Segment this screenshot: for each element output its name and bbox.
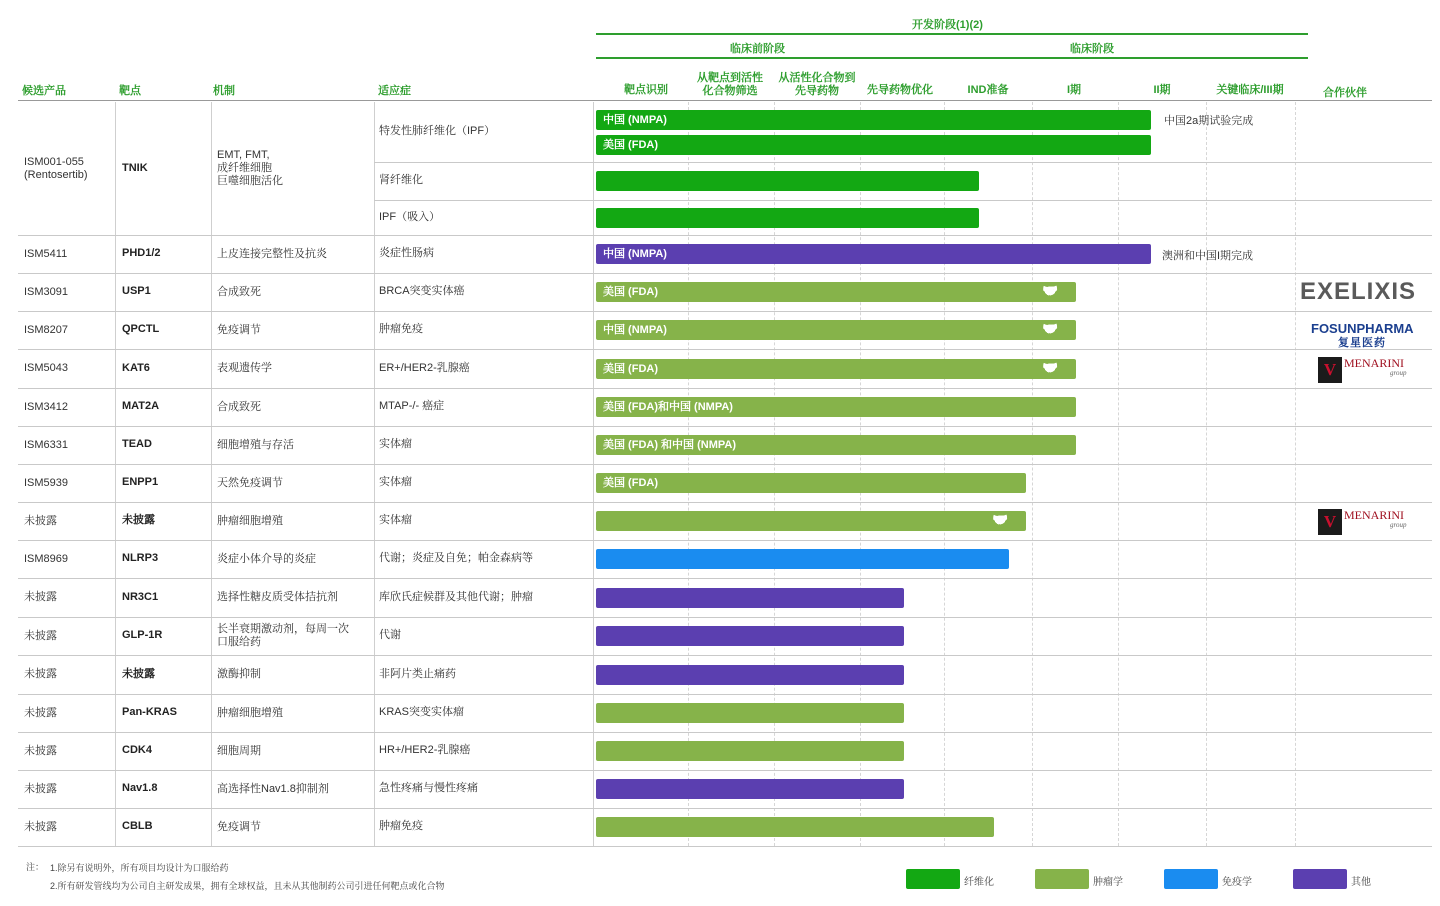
candidate-name xyxy=(24,630,112,643)
mechanism-text xyxy=(217,623,372,649)
menarini-m-icon: V xyxy=(1318,509,1342,535)
candidate-name xyxy=(24,553,112,566)
menarini-m-icon: V xyxy=(1318,357,1342,383)
mechanism-line: 巨噬细胞活化 xyxy=(217,175,283,187)
column-divider xyxy=(593,102,594,846)
mechanism-line: 长半衰期激动剂，每周一次 xyxy=(217,623,349,635)
subrow-divider xyxy=(374,200,1432,201)
candidate-line: ISM8969 xyxy=(24,552,69,565)
partnership-handshake-icon: 🤝 xyxy=(1042,283,1059,298)
indication-text: 代谢；炎症及自免；帕金森病等 xyxy=(379,552,533,564)
target-name: USP1 xyxy=(122,285,151,297)
target-name: GLP-1R xyxy=(122,629,163,641)
row-divider xyxy=(18,770,1432,771)
row-divider xyxy=(18,388,1432,389)
table-top-line xyxy=(18,100,1432,101)
dev-stage-title: 开发阶段(1)(2) xyxy=(912,19,983,31)
candidate-line: 未披露 xyxy=(24,629,57,642)
candidate-line: ISM001-055 xyxy=(24,155,84,168)
mechanism-line: 口服给药 xyxy=(217,636,261,648)
mechanism-text xyxy=(217,707,372,720)
legend-label-1: 肿瘤学 xyxy=(1093,877,1123,888)
mechanism-text xyxy=(217,783,372,796)
indication-text: 实体瘤 xyxy=(379,514,412,526)
mechanism-line: 合成致死 xyxy=(217,285,261,298)
candidate-name xyxy=(24,745,112,758)
dev-stage-rule xyxy=(596,33,1308,35)
pipeline-bar xyxy=(596,741,904,761)
mechanism-line: 肿瘤细胞增殖 xyxy=(217,514,283,527)
indication-text: IPF（吸入） xyxy=(379,210,441,223)
mechanism-line: 免疫调节 xyxy=(217,820,261,833)
stage-header-line: 靶点识别 xyxy=(624,84,668,96)
indication-text: 炎症性肠病 xyxy=(379,247,434,259)
target-name: NLRP3 xyxy=(122,552,159,564)
row-divider xyxy=(18,464,1432,465)
mechanism-text xyxy=(217,401,372,414)
indication-text: 非阿片类止痛药 xyxy=(379,667,456,680)
mechanism-text xyxy=(217,745,372,758)
mechanism-text xyxy=(217,362,372,375)
column-header-target: 靶点 xyxy=(119,85,141,97)
row-divider xyxy=(18,311,1432,312)
candidate-line: 未披露 xyxy=(24,820,57,833)
stage-divider xyxy=(1032,102,1033,846)
candidate-line: ISM5411 xyxy=(24,247,68,260)
indication-text: 急性疼痛与慢性疼痛 xyxy=(379,782,478,794)
candidate-name xyxy=(24,477,112,490)
candidate-line: ISM5043 xyxy=(24,362,69,374)
stage-divider xyxy=(1118,102,1119,846)
mechanism-text xyxy=(217,324,372,337)
mechanism-text xyxy=(217,553,372,566)
preclinical-title: 临床前阶段 xyxy=(730,43,785,55)
indication-text: 肿瘤免疫 xyxy=(379,820,423,832)
pipeline-bar: 美国 (FDA) xyxy=(596,135,1151,155)
mechanism-line: 表观遗传学 xyxy=(217,362,272,374)
candidate-line: 未披露 xyxy=(24,706,57,719)
candidate-name xyxy=(24,515,112,528)
candidate-name xyxy=(24,248,112,261)
indication-text: 肾纤维化 xyxy=(379,174,423,186)
pipeline-bar: 美国 (FDA)和中国 (NMPA) xyxy=(596,397,1076,417)
pipeline-bar: 中国 (NMPA) xyxy=(596,110,1151,130)
pipeline-bar xyxy=(596,511,1026,531)
pipeline-bar xyxy=(596,588,904,608)
row-divider xyxy=(18,426,1432,427)
column-header-mechanism: 机制 xyxy=(213,85,235,97)
stage-header-line: 化合物筛选 xyxy=(702,85,758,97)
stage-header-7 xyxy=(1195,84,1305,97)
candidate-line: 未披露 xyxy=(24,744,57,757)
target-name: PHD1/2 xyxy=(122,247,161,259)
candidate-line: 未披露 xyxy=(24,668,57,680)
pipeline-bar xyxy=(596,817,994,837)
candidate-name xyxy=(24,821,112,834)
target-name: CDK4 xyxy=(122,744,152,756)
partner-logo-menarini: MENARINI xyxy=(1344,355,1404,370)
partner-logo-fosun-sub: 复星医药 xyxy=(1338,337,1386,349)
stage-header-line: I期 xyxy=(1066,84,1082,96)
legend-swatch-1 xyxy=(1035,869,1089,889)
candidate-line: (Rentosertib) xyxy=(24,168,88,181)
legend-swatch-3 xyxy=(1293,869,1347,889)
footnote-2: 2.所有研发管线均为公司自主研发成果，拥有全球权益，且未从其他制药公司引进任何靶点或化合物 xyxy=(50,881,445,891)
subrow-divider xyxy=(374,162,1432,163)
indication-text: BRCA突变实体癌 xyxy=(379,285,465,297)
indication-text: MTAP-/- 癌症 xyxy=(379,400,445,412)
row-divider xyxy=(18,846,1432,847)
candidate-line: ISM3412 xyxy=(24,400,69,413)
candidate-line: ISM5939 xyxy=(24,476,69,489)
target-name: 未披露 xyxy=(122,514,155,526)
candidate-name xyxy=(24,707,112,720)
target-name: TEAD xyxy=(122,438,152,450)
candidate-name xyxy=(24,362,112,375)
target-name: 未披露 xyxy=(122,667,155,680)
column-header-candidate: 候选产品 xyxy=(22,85,66,97)
mechanism-line: 上皮连接完整性及抗炎 xyxy=(217,247,327,260)
row-divider xyxy=(18,732,1432,733)
legend-label-3: 其他 xyxy=(1351,877,1371,888)
footnote-prefix: 注： xyxy=(26,862,45,872)
status-note: 澳洲和中国I期完成 xyxy=(1162,250,1254,262)
mechanism-line: 炎症小体介导的炎症 xyxy=(217,552,316,565)
row-divider xyxy=(18,694,1432,695)
candidate-name xyxy=(24,783,112,796)
pipeline-bar: 美国 (FDA) xyxy=(596,473,1026,493)
row-divider xyxy=(18,273,1432,274)
partner-logo-fosun: FOSUNPHARMA xyxy=(1311,321,1414,336)
candidate-name xyxy=(24,591,112,604)
pipeline-bar xyxy=(596,549,1009,569)
stage-divider xyxy=(1206,102,1207,846)
column-header-indication: 适应症 xyxy=(378,85,411,97)
candidate-name xyxy=(24,286,112,299)
mechanism-line: 成纤维细胞 xyxy=(217,162,272,174)
indication-text: 实体瘤 xyxy=(379,438,412,450)
indication-text: KRAS突变实体瘤 xyxy=(379,706,464,718)
legend-label-0: 纤维化 xyxy=(964,877,994,888)
mechanism-text xyxy=(217,286,372,299)
row-divider xyxy=(18,578,1432,579)
pipeline-bar xyxy=(596,703,904,723)
mechanism-line: EMT, FMT, xyxy=(217,149,270,161)
pipeline-bar xyxy=(596,626,904,646)
candidate-line: ISM6331 xyxy=(24,438,69,451)
row-divider xyxy=(18,502,1432,503)
pipeline-bar xyxy=(596,171,979,191)
column-divider xyxy=(374,102,375,846)
candidate-name xyxy=(24,439,112,452)
mechanism-line: 合成致死 xyxy=(217,400,261,413)
column-divider xyxy=(211,102,212,846)
target-name: ENPP1 xyxy=(122,476,159,488)
indication-text: 特发性肺纤维化（IPF） xyxy=(379,125,496,137)
mechanism-text xyxy=(217,591,372,604)
column-divider xyxy=(115,102,116,846)
pipeline-bar: 美国 (FDA) 和中国 (NMPA) xyxy=(596,435,1076,455)
stage-header-line: 从靶点到活性 xyxy=(697,72,763,84)
candidate-line: 未披露 xyxy=(24,782,57,795)
mechanism-line: 肿瘤细胞增殖 xyxy=(217,706,283,719)
indication-text: 实体瘤 xyxy=(379,476,412,488)
partnership-handshake-icon: 🤝 xyxy=(992,512,1009,527)
row-divider xyxy=(18,235,1432,236)
status-note: 中国2a期试验完成 xyxy=(1164,115,1254,127)
row-divider xyxy=(18,349,1432,350)
row-divider xyxy=(18,617,1432,618)
target-name: MAT2A xyxy=(122,400,160,412)
candidate-name xyxy=(24,401,112,414)
candidate-line: 未披露 xyxy=(24,514,57,527)
partner-logo-exelixis: EXELIXIS xyxy=(1300,278,1417,305)
pipeline-bar: 美国 (FDA) xyxy=(596,282,1076,302)
legend-label-2: 免疫学 xyxy=(1222,877,1252,888)
mechanism-text xyxy=(217,248,372,261)
row-divider xyxy=(18,808,1432,809)
stage-header-line: 从活性化合物到 xyxy=(778,72,856,84)
target-name: Pan-KRAS xyxy=(122,706,178,718)
pipeline-bar xyxy=(596,208,979,228)
indication-text: 代谢 xyxy=(379,629,401,641)
mechanism-line: 选择性糖皮质受体拮抗剂 xyxy=(217,591,338,603)
mechanism-line: 细胞增殖与存活 xyxy=(217,438,294,451)
stage-header-line: 先导药物 xyxy=(795,85,839,97)
row-divider xyxy=(18,655,1432,656)
stage-group-rule xyxy=(596,57,1308,59)
target-name: NR3C1 xyxy=(122,590,159,603)
target-name: Nav1.8 xyxy=(122,782,158,794)
partnership-handshake-icon: 🤝 xyxy=(1042,359,1059,375)
stage-header-line: 先导药物优化 xyxy=(867,84,933,96)
mechanism-line: 细胞周期 xyxy=(217,744,261,757)
mechanism-text xyxy=(217,149,372,188)
mechanism-text xyxy=(217,821,372,834)
mechanism-text xyxy=(217,668,372,681)
mechanism-text xyxy=(217,477,372,490)
indication-text: ER+/HER2-乳腺癌 xyxy=(379,361,470,374)
row-divider xyxy=(18,540,1432,541)
indication-text: 肿瘤免疫 xyxy=(379,323,423,335)
partner-logo-menarini-sub: group xyxy=(1390,368,1407,377)
indication-text: 库欣氏症候群及其他代谢；肿瘤 xyxy=(379,590,533,603)
mechanism-text xyxy=(217,515,372,528)
target-name: TNIK xyxy=(122,161,148,174)
target-name: KAT6 xyxy=(122,361,150,374)
partner-logo-menarini: MENARINI xyxy=(1344,508,1404,522)
partner-logo-menarini-sub: group xyxy=(1390,521,1407,529)
stage-header-line: 关键临床/III期 xyxy=(1216,84,1284,96)
column-header-partner: 合作伙伴 xyxy=(1323,87,1367,99)
target-name: QPCTL xyxy=(122,323,160,335)
candidate-line: ISM3091 xyxy=(24,285,69,298)
candidate-name xyxy=(24,156,112,182)
mechanism-text xyxy=(217,439,372,452)
candidate-line: 未披露 xyxy=(24,591,57,603)
stage-divider xyxy=(1295,102,1296,846)
target-name: CBLB xyxy=(122,820,153,832)
stage-header-line: IND准备 xyxy=(967,84,1009,96)
legend-swatch-2 xyxy=(1164,869,1218,889)
pipeline-bar: 中国 (NMPA) xyxy=(596,244,1151,264)
candidate-name xyxy=(24,324,112,337)
candidate-line: ISM8207 xyxy=(24,323,69,336)
mechanism-line: 高选择性Nav1.8抑制剂 xyxy=(217,782,329,795)
clinical-title: 临床阶段 xyxy=(1070,43,1114,55)
pipeline-bar: 中国 (NMPA) xyxy=(596,320,1076,340)
mechanism-line: 免疫调节 xyxy=(217,323,261,336)
stage-header-line: II期 xyxy=(1153,84,1171,96)
pipeline-bar xyxy=(596,665,904,685)
footnote-1: 1.除另有说明外，所有项目均设计为口服给药 xyxy=(50,863,229,873)
legend-swatch-0 xyxy=(906,869,960,889)
mechanism-line: 激酶抑制 xyxy=(217,668,261,680)
partnership-handshake-icon: 🤝 xyxy=(1042,321,1059,336)
pipeline-bar xyxy=(596,779,904,799)
candidate-name xyxy=(24,668,112,681)
indication-text: HR+/HER2-乳腺癌 xyxy=(379,744,471,756)
pipeline-bar: 美国 (FDA) xyxy=(596,359,1076,379)
mechanism-line: 天然免疫调节 xyxy=(217,476,283,489)
